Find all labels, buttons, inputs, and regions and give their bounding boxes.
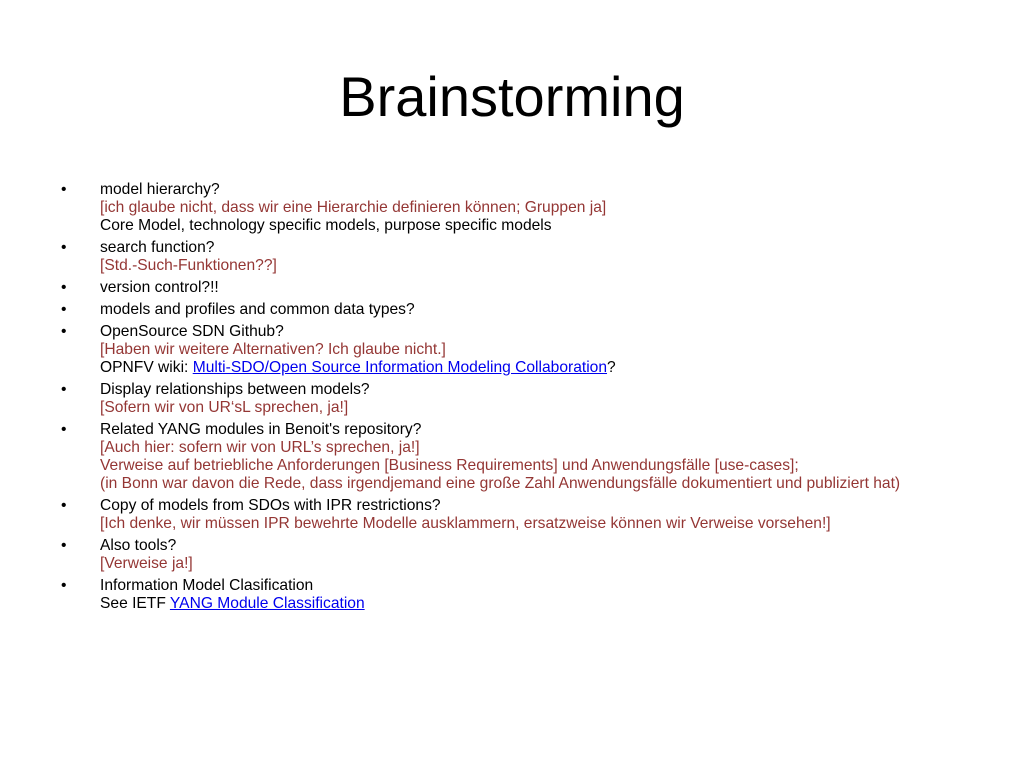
- hyperlink[interactable]: Multi-SDO/Open Source Information Modeling Collaboration: [192, 359, 608, 376]
- text-segment: [ich glaube nicht, dass wir eine Hierarchie definieren können; Gruppen ja]: [100, 199, 607, 216]
- text-segment: Core Model, technology specific models, purpose specific models: [100, 217, 552, 234]
- text-segment: models and profiles and common data types?: [100, 301, 415, 318]
- bullet-dot: •: [61, 537, 67, 554]
- text-line: [100, 381, 960, 399]
- text-segment: OPNFV wiki:: [100, 359, 193, 376]
- text-segment: [Haben wir weitere Alternativen? Ich glaube nicht.]: [100, 341, 446, 358]
- text-line: [100, 239, 960, 257]
- bullet-dot: •: [61, 181, 67, 198]
- text-line: [100, 279, 960, 297]
- text-segment: [Std.-Such-Funktionen??]: [100, 257, 277, 274]
- text-line: [100, 301, 960, 319]
- list-item: [60, 537, 960, 573]
- text-line: [100, 595, 960, 613]
- text-line: [100, 537, 960, 555]
- note-line: [100, 399, 960, 417]
- list-item: [60, 323, 960, 377]
- list-item: [60, 301, 960, 319]
- text-line: [100, 323, 960, 341]
- bullet-dot: •: [61, 239, 67, 256]
- text-segment: Verweise auf betriebliche Anforderungen [Business Requirements] und Anwendungsfälle [use-cases];: [100, 457, 799, 474]
- text-segment: [Ich denke, wir müssen IPR bewehrte Modelle ausklammern, ersatzweise können wir Verweise vorsehen!]: [100, 515, 831, 532]
- text-segment: [Auch hier: sofern wir von URL’s sprechen, ja!]: [100, 439, 420, 456]
- list-item: [60, 577, 960, 613]
- text-segment: Display relationships between models?: [100, 381, 370, 398]
- bullet-dot: •: [61, 301, 67, 318]
- text-segment: ?: [607, 359, 616, 376]
- note-line: [100, 457, 960, 475]
- text-segment: model hierarchy?: [100, 181, 220, 198]
- note-line: [100, 199, 960, 217]
- list-item: [60, 421, 960, 493]
- text-segment: (in Bonn war davon die Rede, dass irgendjemand eine große Zahl Anwendungsfälle dokumentiert und publiziert hat): [100, 475, 901, 492]
- note-line: [100, 555, 960, 573]
- text-line: [100, 577, 960, 595]
- text-segment: Related YANG modules in Benoit's repository?: [100, 421, 422, 438]
- text-segment: OpenSource SDN Github?: [100, 323, 284, 340]
- note-line: [100, 257, 960, 275]
- text-segment: [Verweise ja!]: [100, 555, 193, 572]
- list-item: [60, 381, 960, 417]
- text-line: [100, 421, 960, 439]
- bullet-list: [60, 181, 960, 617]
- bullet-dot: •: [61, 323, 67, 340]
- slide-title: Brainstorming: [339, 65, 685, 128]
- text-line: [100, 359, 960, 377]
- list-item: [60, 279, 960, 297]
- note-line: [100, 475, 960, 493]
- text-segment: search function?: [100, 239, 215, 256]
- hyperlink[interactable]: YANG Module Classification: [169, 595, 365, 612]
- text-segment: [Sofern wir von UR‘sL sprechen, ja!]: [100, 399, 349, 416]
- bullet-dot: •: [61, 279, 67, 296]
- list-item: [60, 497, 960, 533]
- list-item: [60, 181, 960, 235]
- text-segment: Copy of models from SDOs with IPR restrictions?: [100, 497, 441, 514]
- bullet-dot: •: [61, 497, 67, 514]
- note-line: [100, 439, 960, 457]
- bullet-dot: •: [61, 421, 67, 438]
- note-line: [100, 341, 960, 359]
- text-line: [100, 217, 960, 235]
- text-segment: version control?!!: [100, 279, 219, 296]
- text-segment: Also tools?: [100, 537, 177, 554]
- text-line: [100, 497, 960, 515]
- note-line: [100, 515, 960, 533]
- bullet-dot: •: [61, 381, 67, 398]
- text-segment: See IETF: [100, 595, 170, 612]
- text-segment: Information Model Clasification: [100, 577, 314, 594]
- list-item: [60, 239, 960, 275]
- bullet-dot: •: [61, 577, 67, 594]
- text-line: [100, 181, 960, 199]
